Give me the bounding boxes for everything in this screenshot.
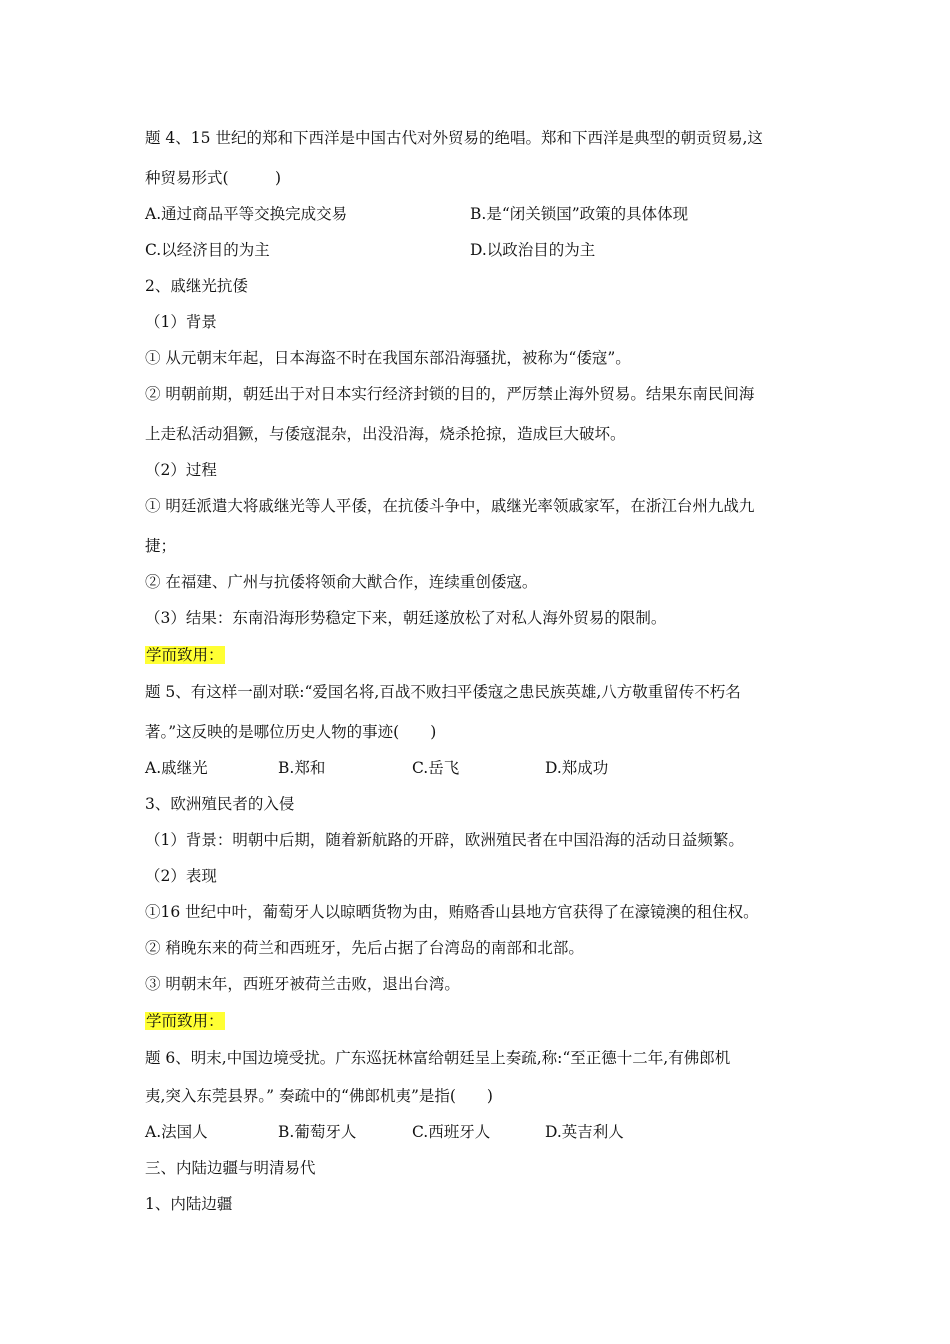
q4-option-c: C.以经济目的为主 <box>145 241 270 259</box>
q6-option-d: D.英吉利人 <box>545 1123 624 1141</box>
q5-option-a: A.戚继光 <box>145 759 208 777</box>
q5-stem-line-2: 著。”这反映的是哪位历史人物的事迹( ) <box>145 723 437 741</box>
q6-option-b: B.葡萄牙人 <box>278 1123 357 1141</box>
section-2-heading: 2、戚继光抗倭 <box>145 277 248 295</box>
s3-manifestation-item-2: ② 稍晚东来的荷兰和西班牙，先后占据了台湾岛的南部和北部。 <box>145 939 584 957</box>
s2-result: （3）结果：东南沿海形势稳定下来，朝廷遂放松了对私人海外贸易的限制。 <box>145 609 667 627</box>
section-heading-three: 三、内陆边疆与明清易代 <box>145 1159 316 1177</box>
s3-manifestation-item-3: ③ 明朝末年，西班牙被荷兰击败，退出台湾。 <box>145 975 460 993</box>
q5-option-d: D.郑成功 <box>545 759 609 777</box>
s3-manifestation-item-1: ①16 世纪中叶，葡萄牙人以晾晒货物为由，贿赂香山县地方官获得了在濠镜澳的租住权。 <box>145 903 759 921</box>
q4-stem-line-1: 题 4、15 世纪的郑和下西洋是中国古代对外贸易的绝唱。郑和下西洋是典型的朝贡贸易,这 <box>145 129 763 147</box>
s2-process-title: （2）过程 <box>145 461 217 479</box>
s2-process-item-1-line-1: ① 明廷派遣大将戚继光等人平倭，在抗倭斗争中，戚继光率领戚家军，在浙江台州九战九 <box>145 497 755 515</box>
s2-background-item-1: ① 从元朝末年起，日本海盗不时在我国东部沿海骚扰，被称为“倭寇”。 <box>145 349 631 367</box>
apply-label-1 <box>145 645 815 665</box>
q5-stem-line-1: 题 5、有这样一副对联:“爱国名将,百战不败扫平倭寇之患民族英雄,八方敬重留传不朽名 <box>145 683 741 701</box>
s2-background-item-2-line-2: 上走私活动猖獗，与倭寇混杂，出没沿海，烧杀抢掠，造成巨大破坏。 <box>145 425 626 443</box>
s3-background: （1）背景：明朝中后期，随着新航路的开辟，欧洲殖民者在中国沿海的活动日益频繁。 <box>145 831 744 849</box>
s2-background-item-2-line-1: ② 明朝前期，朝廷出于对日本实行经济封锁的目的，严厉禁止海外贸易。结果东南民间海 <box>145 385 755 403</box>
q4-stem-line-2: 种贸易形式( ) <box>145 169 282 187</box>
s2-process-item-2: ② 在福建、广州与抗倭将领俞大猷合作，连续重创倭寇。 <box>145 573 538 591</box>
s2-background-title: （1）背景 <box>145 313 217 331</box>
section-3-heading: 3、欧洲殖民者的入侵 <box>145 795 295 813</box>
apply-label-2 <box>145 1011 815 1031</box>
q6-stem-line-1: 题 6、明末,中国边境受扰。广东巡抚林富给朝廷呈上奏疏,称:“至正德十二年,有佛郎机 <box>145 1049 731 1067</box>
q6-option-c: C.西班牙人 <box>412 1123 491 1141</box>
q4-option-b: B.是“闭关锁国”政策的具体体现 <box>470 205 689 223</box>
highlighted-label: 学而致用： <box>146 646 224 664</box>
s3-manifestation-title: （2）表现 <box>145 867 217 885</box>
q4-option-d: D.以政治目的为主 <box>470 241 596 259</box>
q6-stem-line-2: 夷,突入东莞县界。” 奏疏中的“佛郎机夷”是指( ) <box>145 1087 493 1105</box>
s2-process-item-1-line-2: 捷； <box>145 537 177 555</box>
q4-option-a: A.通过商品平等交换完成交易 <box>145 205 348 223</box>
q5-option-c: C.岳飞 <box>412 759 460 777</box>
subsection-heading-inland-frontier: 1、内陆边疆 <box>145 1195 233 1213</box>
q6-option-a: A.法国人 <box>145 1123 208 1141</box>
highlighted-label: 学而致用： <box>146 1012 224 1030</box>
q5-option-b: B.郑和 <box>278 759 326 777</box>
